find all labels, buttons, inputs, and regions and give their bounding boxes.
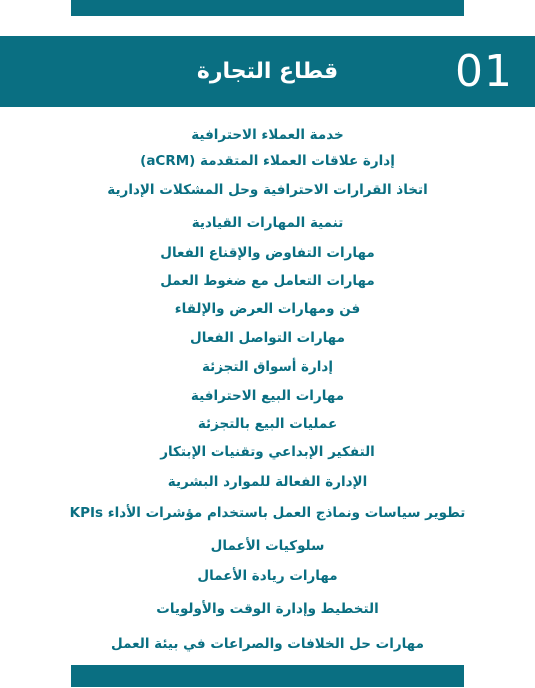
course-item: تطوير سياسات ونماذج العمل باستخدام مؤشرات الأداء KPIs	[69, 505, 466, 521]
course-item: إدارة أسواق التجزئة	[202, 359, 333, 375]
section-title: قطاع التجارة	[196, 59, 339, 84]
course-item: سلوكيات الأعمال	[210, 538, 325, 554]
course-item: خدمة العملاء الاحترافية	[191, 127, 344, 143]
course-item: التخطيط وإدارة الوقت والأولويات	[156, 601, 379, 617]
course-item: مهارات ريادة الأعمال	[197, 568, 338, 584]
course-item: إدارة علاقات العملاء المتقدمة (aCRM)	[140, 153, 395, 169]
course-item: مهارات البيع الاحترافية	[190, 388, 345, 404]
course-item: مهارات حل الخلافات والصراعات في بيئة العمل	[111, 636, 424, 652]
course-item: مهارات التفاوض والإقناع الفعال	[160, 245, 375, 261]
course-item: تنمية المهارات القيادية	[191, 215, 344, 231]
course-item: الإدارة الفعالة للموارد البشرية	[167, 474, 368, 490]
course-item: مهارات التواصل الفعال	[190, 330, 345, 346]
course-item: فن ومهارات العرض والإلقاء	[174, 301, 361, 317]
section-number: 01	[455, 46, 513, 97]
course-item: اتخاذ القرارات الاحترافية وحل المشكلات الإدارية	[107, 182, 428, 198]
section-header	[0, 36, 535, 107]
top-decorative-bar	[71, 0, 464, 16]
course-item: التفكير الإبداعي وتقنيات الإبتكار	[160, 444, 375, 460]
course-item: عمليات البيع بالتجزئة	[197, 416, 338, 432]
bottom-decorative-bar	[71, 665, 464, 687]
course-item: مهارات التعامل مع ضغوط العمل	[160, 273, 375, 289]
